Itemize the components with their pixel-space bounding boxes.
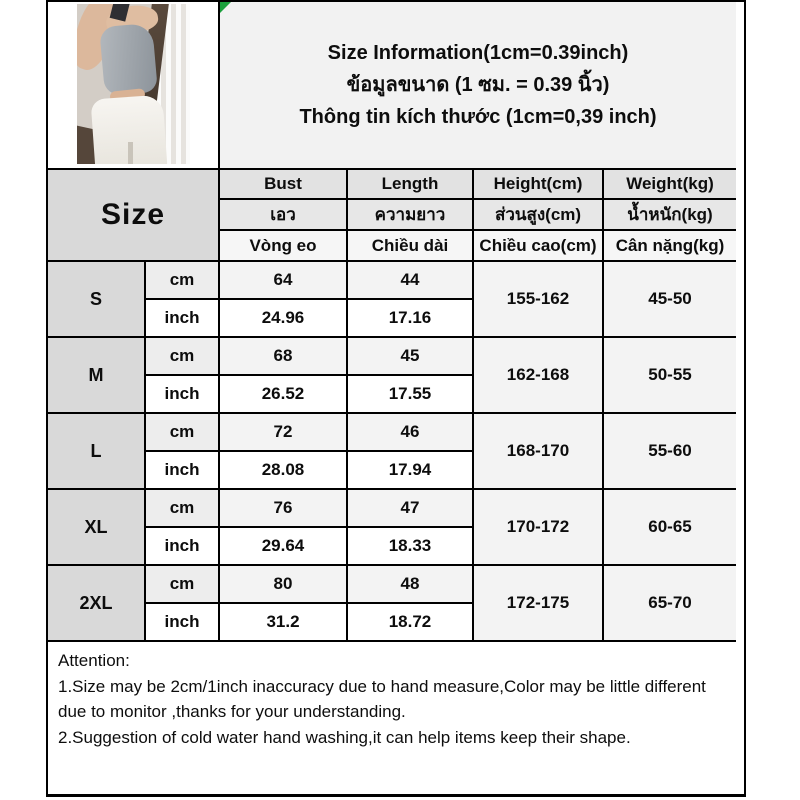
cell-s-weight: 45-50 — [604, 262, 736, 338]
cell-l-length-cm: 46 — [348, 414, 474, 452]
product-photo-cell — [48, 2, 220, 170]
col-header-weight-en: Weight(kg) — [604, 170, 736, 200]
product-photo — [77, 4, 190, 164]
photo-gray-tube-top — [100, 23, 159, 96]
col-header-weight-vi: Cân nặng(kg) — [604, 231, 736, 262]
attention-heading: Attention: — [58, 651, 130, 670]
cell-xl-height: 170-172 — [474, 490, 604, 566]
cell-m-length-cm: 45 — [348, 338, 474, 376]
cell-s-length-cm: 44 — [348, 262, 474, 300]
cell-l-height: 168-170 — [474, 414, 604, 490]
title-english: Size Information(1cm=0.39inch) — [327, 41, 629, 64]
cell-2xl-length-cm: 48 — [348, 566, 474, 604]
col-header-height-en: Height(cm) — [474, 170, 604, 200]
unit-cm: cm — [146, 338, 220, 376]
attention-line-2: 2.Suggestion of cold water hand washing,it can help items keep their shape. — [58, 727, 631, 747]
unit-cm: cm — [146, 262, 220, 300]
col-header-length-vi: Chiều dài — [348, 231, 474, 262]
col-header-length-th: ความยาว — [348, 200, 474, 231]
cell-2xl-height: 172-175 — [474, 566, 604, 642]
title-vietnamese: Thông tin kích thước (1cm=0,39 inch) — [299, 105, 657, 128]
cell-m-bust-inch: 26.52 — [220, 376, 348, 414]
row-label-xl: XL — [48, 490, 146, 566]
cell-xl-length-cm: 47 — [348, 490, 474, 528]
attention-line-1: 1.Size may be 2cm/1inch inaccuracy due to hand measure,Color may be little different due to monitor ,thanks for your understanding. — [58, 676, 706, 721]
cell-l-weight: 55-60 — [604, 414, 736, 490]
cell-m-length-inch: 17.55 — [348, 376, 474, 414]
col-header-bust-th: เอว — [220, 200, 348, 231]
cell-l-bust-inch: 28.08 — [220, 452, 348, 490]
cell-2xl-weight: 65-70 — [604, 566, 736, 642]
unit-cm: cm — [146, 490, 220, 528]
col-header-length-en: Length — [348, 170, 474, 200]
unit-inch: inch — [146, 300, 220, 338]
unit-inch: inch — [146, 528, 220, 566]
title-cell — [220, 2, 736, 170]
cell-l-length-inch: 17.94 — [348, 452, 474, 490]
cell-s-bust-inch: 24.96 — [220, 300, 348, 338]
unit-cm: cm — [146, 414, 220, 452]
cell-s-bust-cm: 64 — [220, 262, 348, 300]
cell-xl-bust-cm: 76 — [220, 490, 348, 528]
cell-l-bust-cm: 72 — [220, 414, 348, 452]
title-thai: ข้อมูลขนาด (1 ซม. = 0.39 นิ้ว) — [346, 73, 610, 96]
cell-s-height: 155-162 — [474, 262, 604, 338]
cell-m-weight: 50-55 — [604, 338, 736, 414]
unit-cm: cm — [146, 566, 220, 604]
green-corner-triangle-icon — [220, 2, 231, 13]
size-header: Size — [48, 170, 220, 262]
row-label-m: M — [48, 338, 146, 414]
cell-xl-length-inch: 18.33 — [348, 528, 474, 566]
row-label-s: S — [48, 262, 146, 338]
col-header-height-vi: Chiều cao(cm) — [474, 231, 604, 262]
col-header-height-th: ส่วนสูง(cm) — [474, 200, 604, 231]
size-chart-sheet — [46, 0, 746, 797]
cell-s-length-inch: 17.16 — [348, 300, 474, 338]
col-header-weight-th: น้ำหนัก(kg) — [604, 200, 736, 231]
photo-leg-split — [128, 142, 133, 164]
cell-m-height: 162-168 — [474, 338, 604, 414]
row-label-l: L — [48, 414, 146, 490]
cell-2xl-bust-cm: 80 — [220, 566, 348, 604]
attention-note — [48, 642, 736, 794]
unit-inch: inch — [146, 604, 220, 642]
row-label-2xl: 2XL — [48, 566, 146, 642]
unit-inch: inch — [146, 452, 220, 490]
cell-xl-weight: 60-65 — [604, 490, 736, 566]
col-header-bust-vi: Vòng eo — [220, 231, 348, 262]
cell-m-bust-cm: 68 — [220, 338, 348, 376]
unit-inch: inch — [146, 376, 220, 414]
cell-xl-bust-inch: 29.64 — [220, 528, 348, 566]
col-header-bust-en: Bust — [220, 170, 348, 200]
cell-2xl-bust-inch: 31.2 — [220, 604, 348, 642]
cell-2xl-length-inch: 18.72 — [348, 604, 474, 642]
